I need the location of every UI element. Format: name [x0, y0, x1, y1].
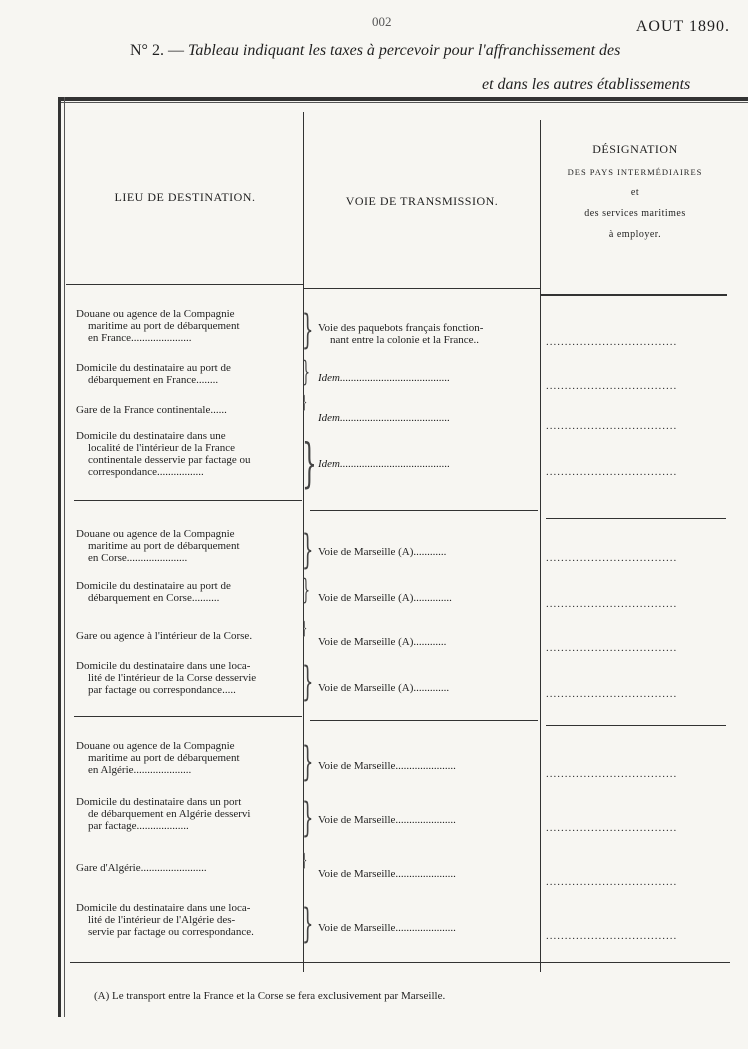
- brace-icon: }: [302, 618, 308, 639]
- section-rule-1c: [546, 518, 726, 519]
- lieu-line: continentale desservie par factage ou: [88, 454, 251, 466]
- table-title-line-1: [130, 42, 620, 60]
- designation-dots: ...................................: [546, 688, 678, 700]
- table-top-border-inner: [58, 102, 748, 103]
- voie-line: Idem........................................: [318, 372, 450, 384]
- row-voie: [318, 814, 456, 826]
- designation-dots: ...................................: [546, 930, 678, 942]
- row-voie: [318, 322, 483, 346]
- page-number-stub: 002: [372, 14, 392, 29]
- brace-icon: }: [302, 527, 314, 573]
- voie-line: Idem........................................: [318, 412, 450, 424]
- lieu-line: débarquement en Corse..........: [88, 592, 220, 604]
- page-date: AOUT 1890.: [635, 18, 730, 35]
- brace-icon: }: [302, 307, 314, 353]
- designation-dots: ...................................: [546, 552, 678, 564]
- lieu-line: lité de l'intérieur de l'Algérie des-: [88, 914, 236, 926]
- voie-line: Idem........................................: [318, 458, 450, 470]
- lieu-line: Domicile du destinataire dans une loca-: [76, 660, 251, 672]
- row-lieu: [76, 660, 256, 696]
- row-lieu: [76, 630, 252, 642]
- voie-line: Voie de Marseille......................: [318, 760, 456, 772]
- column-header-lieu: LIEU DE DESTINATION.: [114, 190, 256, 204]
- lieu-line: maritime au port de débarquement: [88, 752, 240, 764]
- brace-icon: }: [302, 434, 317, 494]
- row-voie: [318, 682, 449, 694]
- table-left-border-inner: [64, 97, 65, 1017]
- lieu-line: Gare de la France continentale......: [76, 404, 227, 416]
- footnote-rule: [70, 962, 730, 963]
- column-header-designation: [545, 142, 725, 240]
- brace-icon: }: [302, 795, 314, 841]
- designation-dots: ...................................: [546, 466, 678, 478]
- row-voie: [318, 868, 456, 880]
- header-rule-1: [66, 284, 304, 285]
- voie-line: Voie de Marseille......................: [318, 868, 456, 880]
- brace-icon: }: [302, 901, 314, 947]
- designation-line-2: DES PAYS INTERMÉDIAIRES: [567, 167, 703, 177]
- brace-icon: }: [302, 392, 308, 413]
- row-voie: [318, 412, 450, 424]
- designation-dots: ...................................: [546, 420, 678, 432]
- lieu-line: de débarquement en Algérie desservi: [88, 808, 251, 820]
- lieu-line: Douane ou agence de la Compagnie: [76, 740, 235, 752]
- brace-icon: }: [302, 659, 314, 705]
- designation-dots: ...................................: [546, 768, 678, 780]
- row-lieu: [76, 308, 240, 344]
- lieu-line: par factage ou correspondance.....: [88, 684, 236, 696]
- row-voie: [318, 592, 452, 604]
- table-number: N° 2. —: [130, 42, 184, 59]
- row-voie: [318, 922, 456, 934]
- row-lieu: [76, 902, 254, 938]
- row-voie: [318, 546, 446, 558]
- header-rule-3: [541, 294, 727, 296]
- brace-icon: }: [302, 739, 314, 785]
- designation-dots: ...................................: [546, 642, 678, 654]
- section-rule-2c: [546, 725, 726, 726]
- row-voie: [318, 760, 456, 772]
- row-lieu: [76, 430, 250, 478]
- voie-line: Voie des paquebots français fonction-: [318, 322, 484, 334]
- row-lieu: [76, 862, 207, 874]
- lieu-line: Domicile du destinataire dans une: [76, 430, 226, 442]
- voie-line: Voie de Marseille (A)............: [318, 636, 447, 648]
- section-rule-1b: [310, 510, 538, 511]
- column-header-voie: VOIE DE TRANSMISSION.: [345, 194, 499, 208]
- lieu-line: Gare ou agence à l'intérieur de la Corse.: [76, 630, 253, 642]
- section-rule-2b: [310, 720, 538, 721]
- designation-line-4: des services maritimes: [584, 208, 686, 219]
- table-top-border: [58, 97, 748, 101]
- lieu-line: Douane ou agence de la Compagnie: [76, 308, 235, 320]
- table-title-text: Tableau indiquant les taxes à percevoir pour l'affranchissement des: [187, 42, 621, 59]
- lieu-line: Domicile du destinataire au port de: [76, 580, 231, 592]
- lieu-line: par factage...................: [88, 820, 189, 832]
- lieu-line: en France......................: [88, 332, 192, 344]
- row-lieu: [76, 362, 231, 386]
- lieu-line: en Algérie.....................: [88, 764, 192, 776]
- voie-line: Voie de Marseille (A)..............: [318, 592, 452, 604]
- brace-icon: }: [302, 850, 308, 871]
- section-rule-1a: [74, 500, 302, 501]
- lieu-line: maritime au port de débarquement: [88, 540, 240, 552]
- row-lieu: [76, 528, 240, 564]
- table-title-line-2: et dans les autres établissements: [482, 76, 691, 93]
- row-lieu: [76, 404, 227, 416]
- row-lieu: [76, 796, 251, 832]
- lieu-line: correspondance.................: [88, 466, 204, 478]
- row-lieu: [76, 740, 240, 776]
- voie-line: nant entre la colonie et la France..: [330, 334, 480, 346]
- lieu-line: en Corse......................: [88, 552, 188, 564]
- lieu-line: lité de l'intérieur de la Corse desservie: [88, 672, 257, 684]
- voie-line: Voie de Marseille......................: [318, 814, 456, 826]
- brace-icon: }: [302, 355, 311, 388]
- lieu-line: servie par factage ou correspondance.: [88, 926, 254, 938]
- brace-icon: }: [302, 573, 311, 606]
- designation-dots: ...................................: [546, 598, 678, 610]
- lieu-line: Domicile du destinataire dans une loca-: [76, 902, 251, 914]
- lieu-line: Domicile du destinataire au port de: [76, 362, 231, 374]
- designation-dots: ...................................: [546, 380, 678, 392]
- designation-dots: ...................................: [546, 336, 678, 348]
- lieu-line: débarquement en France........: [88, 374, 219, 386]
- voie-line: Voie de Marseille......................: [318, 922, 456, 934]
- table-left-border: [58, 97, 61, 1017]
- designation-dots: ...................................: [546, 876, 678, 888]
- column-divider-2: [540, 120, 541, 972]
- voie-line: Voie de Marseille (A)............: [318, 546, 447, 558]
- lieu-line: maritime au port de débarquement: [88, 320, 240, 332]
- lieu-line: Domicile du destinataire dans un port: [76, 796, 242, 808]
- row-voie: [318, 636, 446, 648]
- lieu-line: Gare d'Algérie........................: [76, 862, 207, 874]
- lieu-line: localité de l'intérieur de la France: [88, 442, 236, 454]
- voie-line: Voie de Marseille (A).............: [318, 682, 450, 694]
- row-voie: [318, 372, 450, 384]
- section-rule-2a: [74, 716, 302, 717]
- header-rule-2: [304, 288, 540, 289]
- lieu-line: Douane ou agence de la Compagnie: [76, 528, 235, 540]
- designation-line-1: DÉSIGNATION: [592, 142, 678, 156]
- designation-line-3: et: [630, 187, 640, 198]
- row-lieu: [76, 580, 231, 604]
- row-voie: [318, 458, 450, 470]
- designation-dots: ...................................: [546, 822, 678, 834]
- footnote: (A) Le transport entre la France et la Corse se fera exclusivement par Marseille.: [94, 990, 446, 1002]
- designation-line-5: à employer.: [608, 229, 662, 240]
